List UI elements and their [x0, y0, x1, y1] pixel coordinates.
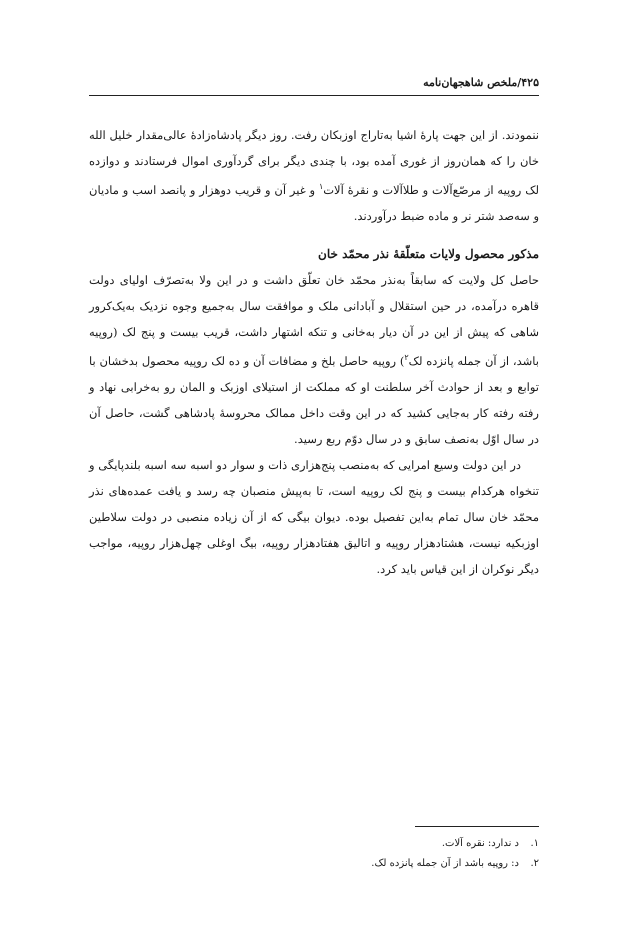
footnote-2 [89, 854, 539, 874]
paragraph-3: در این دولت وسیع امرایی که به‌منصب پنج‌هزاری ذات و سوار دو اسبه سه اسبه بلندپایگی و تنخواه هرکدام بیست و پنج لک روپیه است، تا به‌پیش منصبان چه رسد و یافت عمده‌های نذر محمّد خان سال تمام به‌این تفصیل بوده. دیوان بیگی که از آن زیاده منصبی در دولت سلاطین اوزبکیه نیست، هشتادهزار روپیه و اتالیق هفتادهزار روپیه، بیگ اوغلی چهل‌هزار روپیه، مواجب دیگر نوکران از این قیاس باید کرد. [89, 457, 539, 576]
footnote-1-text: د ندارد: نقره آلات. [441, 838, 519, 849]
footnote-2-number: ۲. [530, 858, 539, 869]
paragraph-2 [89, 267, 539, 452]
body-text [89, 122, 539, 582]
paragraph-1 [89, 122, 539, 229]
footnote-1-number: ۱. [530, 838, 539, 849]
footnote-ref-1: ۱ [318, 182, 324, 191]
paragraph-1-text-rest: و غیر آن و قریب دوهزار و پانصد اسب و مادیان و سه‌صد شتر نر و ماده ضبط درآوردند. [89, 182, 539, 223]
footnote-1 [89, 834, 539, 854]
paragraph-2-text: حاصل کل ولایت که سابقاً به‌نذر محمّد خان تعلّق داشت و در این ولا به‌تصرّف اولیای دولت قاهره درآمده، در حین استقلال و آبادانی ملک و موافقت سال به‌جمیع وجوه نزدیک به‌یک‌کرور شاهی که پیش از این در آن دیار به‌خانی و تنکه اشتهار داشت، قریب بیست و پنج لک (روپیه باشد، از آن جمله پانزده لک [89, 272, 539, 368]
footnote-2-text: د: روپیه باشد از آن جمله پانزده لک. [371, 858, 519, 869]
section-title: مذکور محصول ولایات متعلّقهٔ نذر محمّد خان [318, 246, 539, 261]
footnote-ref-2: ۲ [404, 352, 409, 362]
paragraph-1-text: ننمودند. از این جهت پارهٔ اشیا به‌تاراج اوزبکان رفت. روز دیگر پادشاه‌زادهٔ عالی‌مقدار خلیل الله خان را که همان‌روز از غوری آمده بود، با چندی دیگر برای گردآوری اموال فرستادند و دوازده لک روپیه از مرصّع‌آلات و طلاآلات و نقرهٔ آلات [89, 128, 539, 197]
footnotes [89, 834, 539, 874]
footnote-divider [415, 826, 539, 827]
running-head: ۴۲۵/ملخص شاهجهان‌نامه [89, 76, 539, 96]
paragraph-2-text-rest: ) روپیه حاصل بلخ و مضافات آن و ده لک روپیه محصول بدخشان با توابع و بعد از حوادث آخر سلطنت او که مملکت از استیلای اوزبک و المان رو به‌خرابی نهاد و رفته رفته کار به‌جایی کشید که در این وقت داخل ممالک محروسهٔ پادشاهی گشت، حاصل آن در سال اوّل به‌نصف سابق و در سال دوّم ربع رسید. [89, 353, 539, 446]
